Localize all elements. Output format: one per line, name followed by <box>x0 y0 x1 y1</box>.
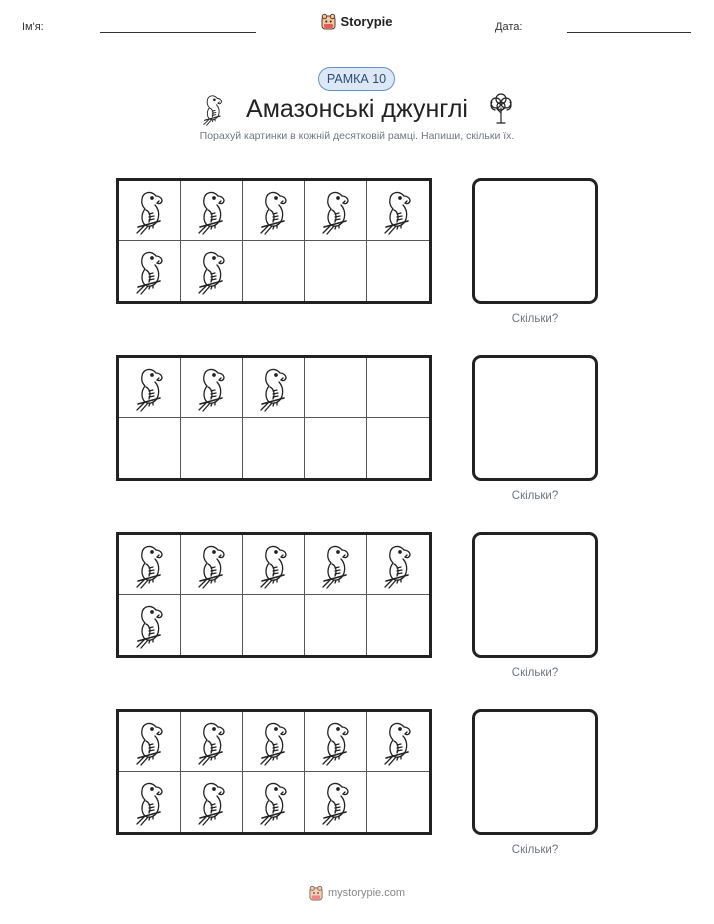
storypie-logo-icon <box>309 885 323 901</box>
parrot-icon <box>192 364 232 412</box>
frame-cell <box>243 358 305 418</box>
frame-cell <box>305 358 367 418</box>
frame-cell <box>119 595 181 655</box>
parrot-icon <box>254 364 294 412</box>
frame-cell <box>243 712 305 772</box>
how-many-label: Скільки? <box>511 844 559 856</box>
parrot-icon <box>254 187 294 235</box>
frame-cell <box>181 535 243 595</box>
answer-box[interactable] <box>472 178 598 304</box>
ten-frame <box>116 355 432 481</box>
ten-frame <box>116 709 432 835</box>
answer-box[interactable] <box>472 355 598 481</box>
frame-cell <box>181 418 243 478</box>
page-title: Амазонські джунглі <box>246 94 468 123</box>
parrot-icon <box>130 541 170 589</box>
name-label: Ім'я: <box>22 21 44 33</box>
frame-badge: РАМКА 10 <box>318 67 395 91</box>
frame-cell <box>243 595 305 655</box>
frame-cell <box>181 712 243 772</box>
frame-cell <box>243 418 305 478</box>
frame-cell <box>119 772 181 832</box>
frame-cell <box>243 535 305 595</box>
frame-cell <box>305 535 367 595</box>
date-line[interactable] <box>567 32 691 33</box>
frame-cell <box>119 712 181 772</box>
parrot-icon <box>254 778 294 826</box>
parrot-icon <box>316 778 356 826</box>
parrot-icon <box>192 778 232 826</box>
parrot-icon <box>192 541 232 589</box>
instructions: Порахуй картинки в кожній десятковій рамці. Напиши, скільки їх. <box>199 130 515 142</box>
frame-cell <box>305 181 367 241</box>
frame-cell <box>181 772 243 832</box>
frame-cell <box>243 241 305 301</box>
parrot-icon <box>130 718 170 766</box>
footer-url: mystorypie.com <box>327 887 406 899</box>
parrot-icon <box>192 187 232 235</box>
parrot-icon <box>130 778 170 826</box>
parrot-icon <box>254 718 294 766</box>
answer-box[interactable] <box>472 532 598 658</box>
ten-frame <box>116 178 432 304</box>
frame-cell <box>305 595 367 655</box>
parrot-icon <box>192 718 232 766</box>
parrot-icon <box>130 364 170 412</box>
title-row <box>0 90 714 128</box>
frame-cell <box>367 535 429 595</box>
footer <box>0 885 714 901</box>
how-many-label: Скільки? <box>511 490 559 502</box>
answer-box[interactable] <box>472 709 598 835</box>
frame-cell <box>181 595 243 655</box>
name-line[interactable] <box>100 32 256 33</box>
brand-logo <box>0 13 714 30</box>
frame-cell <box>181 241 243 301</box>
frame-cell <box>305 241 367 301</box>
parrot-icon <box>316 718 356 766</box>
parrot-icon <box>254 541 294 589</box>
frame-cell <box>367 418 429 478</box>
frame-cell <box>119 241 181 301</box>
parrot-icon <box>198 92 228 126</box>
frame-cell <box>181 358 243 418</box>
parrot-icon <box>378 718 418 766</box>
how-many-label: Скільки? <box>511 313 559 325</box>
frame-cell <box>367 712 429 772</box>
frame-cell <box>305 712 367 772</box>
parrot-icon <box>130 187 170 235</box>
frame-cell <box>243 181 305 241</box>
frame-cell <box>367 241 429 301</box>
frame-cell <box>181 181 243 241</box>
frame-cell <box>367 595 429 655</box>
parrot-icon <box>316 541 356 589</box>
frame-cell <box>305 418 367 478</box>
parrot-icon <box>130 247 170 295</box>
parrot-icon <box>316 187 356 235</box>
frame-cell <box>367 772 429 832</box>
frame-cell <box>119 181 181 241</box>
parrot-icon <box>192 247 232 295</box>
brand-name: Storypie <box>340 14 393 29</box>
parrot-icon <box>130 601 170 649</box>
how-many-label: Скільки? <box>511 667 559 679</box>
frame-cell <box>367 181 429 241</box>
frame-cell <box>119 535 181 595</box>
parrot-icon <box>378 541 418 589</box>
frame-cell <box>243 772 305 832</box>
frame-cell <box>367 358 429 418</box>
date-label: Дата: <box>495 21 523 33</box>
frame-cell <box>119 418 181 478</box>
parrot-icon <box>378 187 418 235</box>
frame-cell <box>305 772 367 832</box>
tree-icon <box>486 92 516 126</box>
storypie-logo-icon <box>321 13 336 30</box>
ten-frame <box>116 532 432 658</box>
frame-cell <box>119 358 181 418</box>
